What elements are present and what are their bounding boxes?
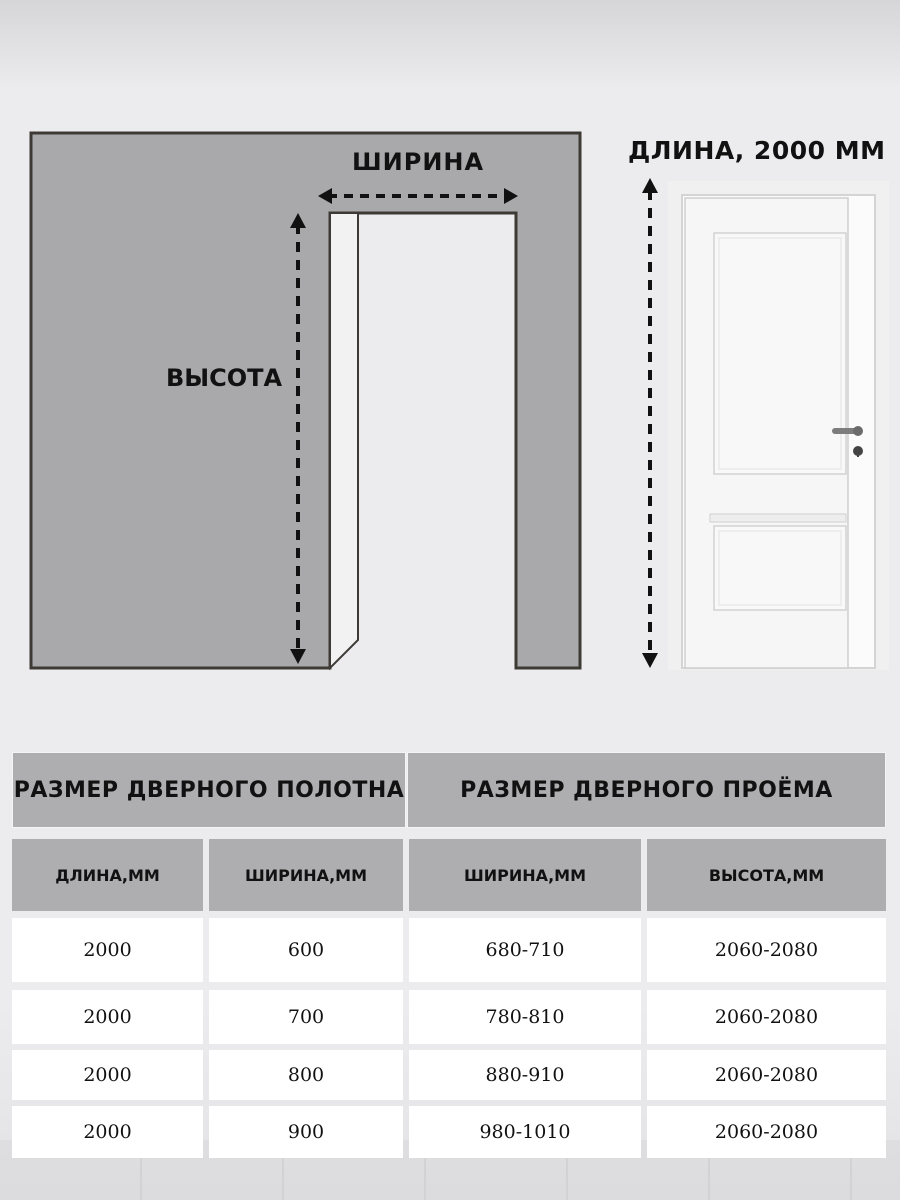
table-cell: 900 xyxy=(209,1106,403,1158)
table-cell: 880-910 xyxy=(409,1050,641,1100)
table-cell: 2000 xyxy=(12,1050,203,1100)
table-cell: 2060-2080 xyxy=(647,1050,886,1100)
column-header-opening-width: ШИРИНА,ММ xyxy=(409,839,641,911)
door-illustration xyxy=(668,181,889,670)
table-cell: 680-710 xyxy=(409,918,641,982)
table-cell: 2060-2080 xyxy=(647,918,886,982)
table-cell: 2060-2080 xyxy=(647,990,886,1044)
group-header-door-leaf: РАЗМЕР ДВЕРНОГО ПОЛОТНА xyxy=(12,752,406,828)
column-header-leaf-length: ДЛИНА,ММ xyxy=(12,839,203,911)
table-cell: 980-1010 xyxy=(409,1106,641,1158)
table-cell: 700 xyxy=(209,990,403,1044)
column-header-leaf-width: ШИРИНА,ММ xyxy=(209,839,403,911)
opening-jamb xyxy=(330,213,358,668)
length-arrow xyxy=(642,178,658,668)
table-cell: 2060-2080 xyxy=(647,1106,886,1158)
group-header-door-opening: РАЗМЕР ДВЕРНОГО ПРОЁМА xyxy=(407,752,886,828)
table-cell: 2000 xyxy=(12,990,203,1044)
table-cell: 2000 xyxy=(12,1106,203,1158)
table-cell: 780-810 xyxy=(409,990,641,1044)
length-label: ДЛИНА, 2000 ММ xyxy=(628,136,886,165)
height-label: ВЫСОТА xyxy=(166,364,283,392)
table-cell: 600 xyxy=(209,918,403,982)
column-header-opening-height: ВЫСОТА,ММ xyxy=(647,839,886,911)
width-label: ШИРИНА xyxy=(352,148,485,176)
table-cell: 2000 xyxy=(12,918,203,982)
table-cell: 800 xyxy=(209,1050,403,1100)
